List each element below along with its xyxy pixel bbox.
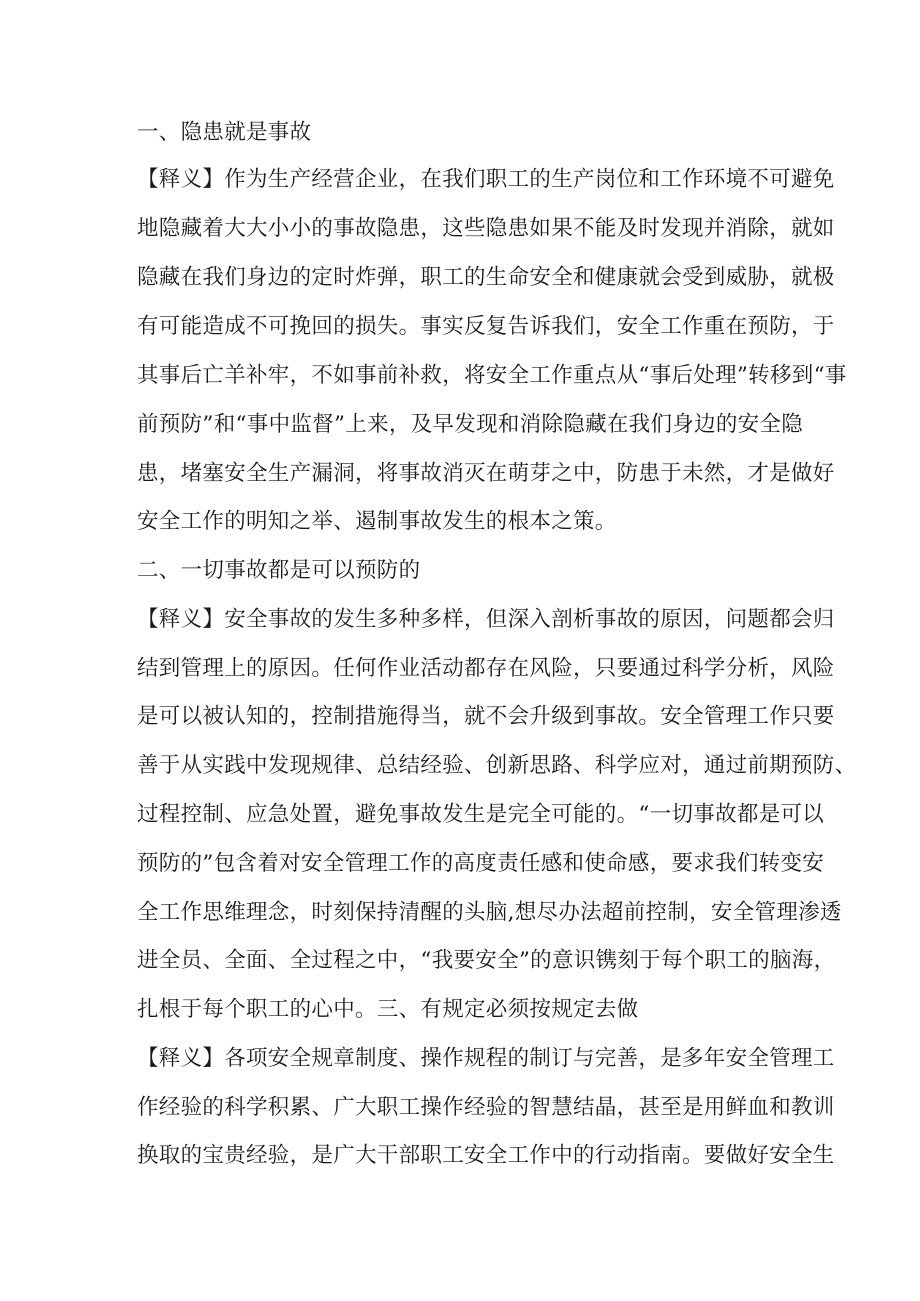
paragraph-line: 进全员、全面、全过程之中，“我要安全”的意识镌刻于每个职工的脑海， — [137, 948, 836, 973]
paragraph-line: 【释义】作为生产经营企业，在我们职工的生产岗位和工作环境不可避免 — [137, 167, 835, 192]
paragraph-line: 换取的宝贵经验，是广大干部职工安全工作中的行动指南。要做好安全生 — [137, 1143, 835, 1168]
paragraph-line: 【释义】安全事故的发生多种多样，但深入剖析事故的原因，问题都会归 — [137, 607, 835, 632]
paragraph-line: 【释义】各项安全规章制度、操作规程的制订与完善，是多年安全管理工 — [137, 1046, 835, 1071]
heading-section-2: 二、一切事故都是可以预防的 — [137, 558, 421, 583]
paragraph-line: 结到管理上的原因。任何作业活动都存在风险，只要通过科学分析，风险 — [137, 656, 835, 681]
paragraph-line: 过程控制、应急处置，避免事故发生是完全可能的。“一切事故都是可以 — [137, 802, 825, 827]
paragraph-line: 作经验的科学积累、广大职工操作经验的智慧结晶，甚至是用鲜血和教训 — [137, 1095, 835, 1120]
paragraph-line: 全工作思维理念，时刻保持清醒的头脑,想尽办法超前控制，安全管理渗透 — [137, 900, 842, 925]
paragraph-line: 隐藏在我们身边的定时炸弹，职工的生命安全和健康就会受到威胁，就极 — [137, 265, 835, 290]
paragraph-line: 预防的”包含着对安全管理工作的高度责任感和使命感，要求我们转变安 — [137, 851, 825, 876]
paragraph-line: 前预防”和“事中监督”上来，及早发现和消除隐藏在我们身边的安全隐 — [137, 412, 804, 437]
paragraph-line: 是可以被认知的，控制措施得当，就不会升级到事故。安全管理工作只要 — [137, 704, 835, 729]
paragraph-line-with-heading-section-3: 扎根于每个职工的心中。三、有规定必须按规定去做 — [137, 997, 639, 1022]
paragraph-line: 其事后亡羊补牢，不如事前补救，将安全工作重点从“事后处理”转移到“事 — [137, 363, 847, 388]
paragraph-line: 地隐藏着大大小小的事故隐患，这些隐患如果不能及时发现并消除，就如 — [137, 216, 835, 241]
paragraph-line: 患，堵塞安全生产漏洞，将事故消灭在萌芽之中，防患于未然，才是做好 — [137, 461, 835, 486]
paragraph-line: 善于从实践中发现规律、总结经验、创新思路、科学应对，通过前期预防、 — [137, 753, 857, 778]
paragraph-line: 有可能造成不可挽回的损失。事实反复告诉我们，安全工作重在预防，于 — [137, 314, 835, 339]
paragraph-line: 安全工作的明知之举、遏制事故发生的根本之策。 — [137, 509, 617, 534]
heading-section-1: 一、隐患就是事故 — [137, 120, 312, 145]
